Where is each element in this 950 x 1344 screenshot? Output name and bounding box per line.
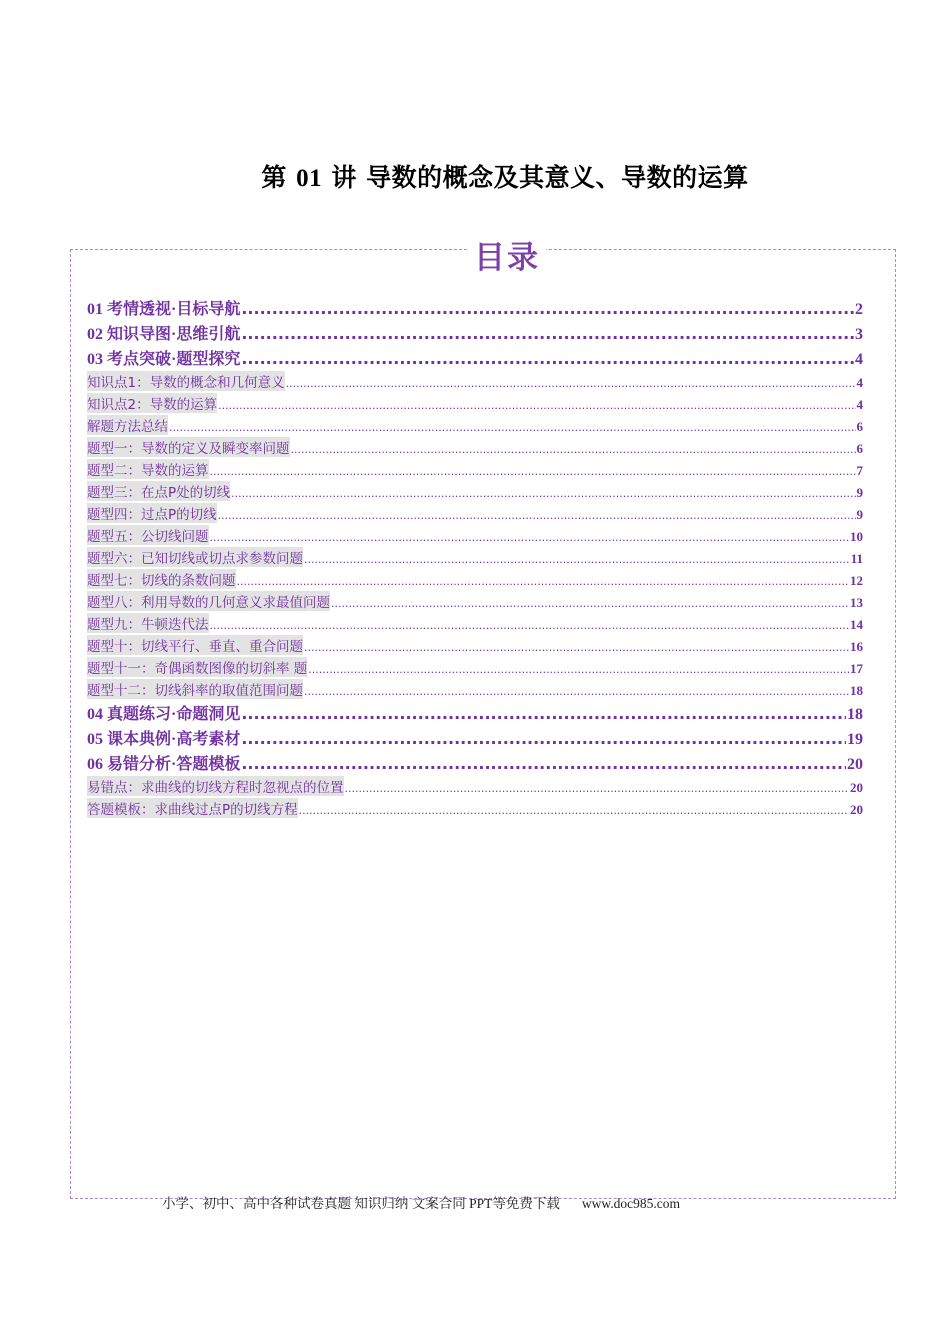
toc-entry[interactable] xyxy=(87,415,863,437)
document-title xyxy=(0,158,950,194)
toc-entry[interactable] xyxy=(87,371,863,393)
toc-entry-text: 答题模板：求曲线过点P的切线方程 xyxy=(87,798,298,818)
toc-leader-dots xyxy=(291,443,856,456)
toc-entry-text: 题型六：已知切线或切点求参数问题 xyxy=(87,547,303,567)
toc-entry[interactable] xyxy=(87,635,863,657)
toc-entry[interactable] xyxy=(87,726,863,751)
footer-url[interactable]: www.doc985.com xyxy=(581,1196,680,1211)
toc-leader-dots xyxy=(210,465,856,478)
toc-heading-text: 目录 xyxy=(468,240,546,276)
toc-entry[interactable] xyxy=(87,657,863,679)
toc-entry-page: 2 xyxy=(855,301,863,318)
toc-entry[interactable] xyxy=(87,459,863,481)
toc-leader-dots xyxy=(231,487,855,500)
toc-entry-page: 18 xyxy=(850,683,863,698)
toc-leader-dots xyxy=(241,729,846,748)
toc-entry-text: 题型一：导数的定义及瞬变率问题 xyxy=(87,437,290,457)
toc-entry-text: 02 知识导图·思维引航 xyxy=(87,326,241,343)
toc-entry[interactable] xyxy=(87,481,863,503)
toc-entry-text: 知识点2：导数的运算 xyxy=(87,393,217,413)
toc-leader-dots xyxy=(331,597,849,610)
toc-entry-page: 9 xyxy=(856,507,863,522)
toc-entry[interactable] xyxy=(87,525,863,547)
toc-leader-dots xyxy=(241,704,846,723)
toc-entry-text: 解题方法总结 xyxy=(87,415,168,435)
toc-leader-dots xyxy=(286,377,856,390)
toc-entry-page: 11 xyxy=(850,551,863,566)
toc-leader-dots xyxy=(345,782,850,795)
toc-leader-dots xyxy=(218,509,856,522)
toc-entry-page: 18 xyxy=(847,706,863,723)
toc-entry-text: 03 考点突破·题型探究 xyxy=(87,351,241,368)
toc-entry-page: 20 xyxy=(847,756,863,773)
toc-entry[interactable] xyxy=(87,776,863,798)
toc-leader-dots xyxy=(299,804,849,817)
toc-entry-text: 题型九：牛顿迭代法 xyxy=(87,613,209,633)
toc-entry[interactable] xyxy=(87,321,863,346)
toc-leader-dots xyxy=(241,299,854,318)
toc-leader-dots xyxy=(304,553,850,566)
toc-entry-text: 题型八：利用导数的几何意义求最值问题 xyxy=(87,591,330,611)
toc-leader-dots xyxy=(241,349,854,368)
toc-leader-dots xyxy=(218,399,855,412)
toc-leader-dots xyxy=(308,663,849,676)
toc-entry-text: 题型五：公切线问题 xyxy=(87,525,209,545)
toc-leader-dots xyxy=(210,531,850,544)
toc-entry-page: 20 xyxy=(850,802,863,817)
toc-entry-text: 题型二：导数的运算 xyxy=(87,459,209,479)
toc-entry-text: 题型四：过点P的切线 xyxy=(87,503,217,523)
toc-leader-dots xyxy=(237,575,850,588)
toc-entry[interactable] xyxy=(87,679,863,701)
toc-entry-text: 易错点：求曲线的切线方程时忽视点的位置 xyxy=(87,776,344,796)
toc-entry[interactable] xyxy=(87,751,863,776)
toc-entry[interactable] xyxy=(87,346,863,371)
toc-entry-text: 06 易错分析·答题模板 xyxy=(87,756,241,773)
toc-entry[interactable] xyxy=(87,569,863,591)
toc-leader-dots xyxy=(304,685,849,698)
toc-entry-page: 20 xyxy=(850,780,863,795)
toc-leader-dots xyxy=(304,641,849,654)
toc-entry-page: 4 xyxy=(856,397,863,412)
toc-entry-page: 7 xyxy=(856,463,863,478)
toc-entry[interactable] xyxy=(87,798,863,820)
title-prefix: 第 xyxy=(261,163,287,192)
toc-heading xyxy=(0,232,950,277)
toc-entry-text: 05 课本典例·高考素材 xyxy=(87,731,241,748)
toc-entry-page: 6 xyxy=(856,441,863,456)
toc-entry[interactable] xyxy=(87,393,863,415)
toc-entry-page: 3 xyxy=(855,326,863,343)
toc-leader-dots xyxy=(241,754,846,773)
toc-entry-page: 19 xyxy=(847,731,863,748)
toc-entry-page: 17 xyxy=(850,661,863,676)
toc-entry-page: 6 xyxy=(856,419,863,434)
toc-entry-text: 题型十：切线平行、垂直、重合问题 xyxy=(87,635,303,655)
toc-entry-page: 10 xyxy=(850,529,863,544)
toc-entry-page: 9 xyxy=(856,485,863,500)
toc-entry[interactable] xyxy=(87,437,863,459)
footer-slogan: 小学、初中、高中各种试卷真题 知识归纳 文案合同 PPT等免费下载 xyxy=(162,1196,560,1211)
toc-entry-text: 题型十一：奇偶函数图像的切斜率 题 xyxy=(87,657,307,677)
toc-entry[interactable] xyxy=(87,701,863,726)
toc-entry-text: 题型三：在点P处的切线 xyxy=(87,481,230,501)
toc-entry-page: 4 xyxy=(856,375,863,390)
footer xyxy=(162,1192,680,1212)
toc-entry[interactable] xyxy=(87,591,863,613)
toc-entry-page: 12 xyxy=(850,573,863,588)
toc-entry-text: 题型十二：切线斜率的取值范围问题 xyxy=(87,679,303,699)
title-number: 01 xyxy=(296,165,323,192)
toc-leader-dots xyxy=(169,421,856,434)
toc-entry[interactable] xyxy=(87,547,863,569)
toc-entry[interactable] xyxy=(87,613,863,635)
toc-leader-dots xyxy=(241,324,854,343)
toc-entry-text: 04 真题练习·命题洞见 xyxy=(87,706,241,723)
toc-entry[interactable] xyxy=(87,503,863,525)
title-text: 讲 导数的概念及其意义、导数的运算 xyxy=(331,163,749,192)
toc-leader-dots xyxy=(210,619,850,632)
toc-entry-text: 01 考情透视·目标导航 xyxy=(87,301,241,318)
toc-entry-text: 知识点1：导数的概念和几何意义 xyxy=(87,371,285,391)
table-of-contents xyxy=(87,296,863,820)
toc-entry[interactable] xyxy=(87,296,863,321)
toc-entry-page: 4 xyxy=(855,351,863,368)
toc-entry-page: 13 xyxy=(850,595,863,610)
toc-entry-page: 16 xyxy=(850,639,863,654)
toc-entry-text: 题型七：切线的条数问题 xyxy=(87,569,236,589)
toc-entry-page: 14 xyxy=(850,617,863,632)
